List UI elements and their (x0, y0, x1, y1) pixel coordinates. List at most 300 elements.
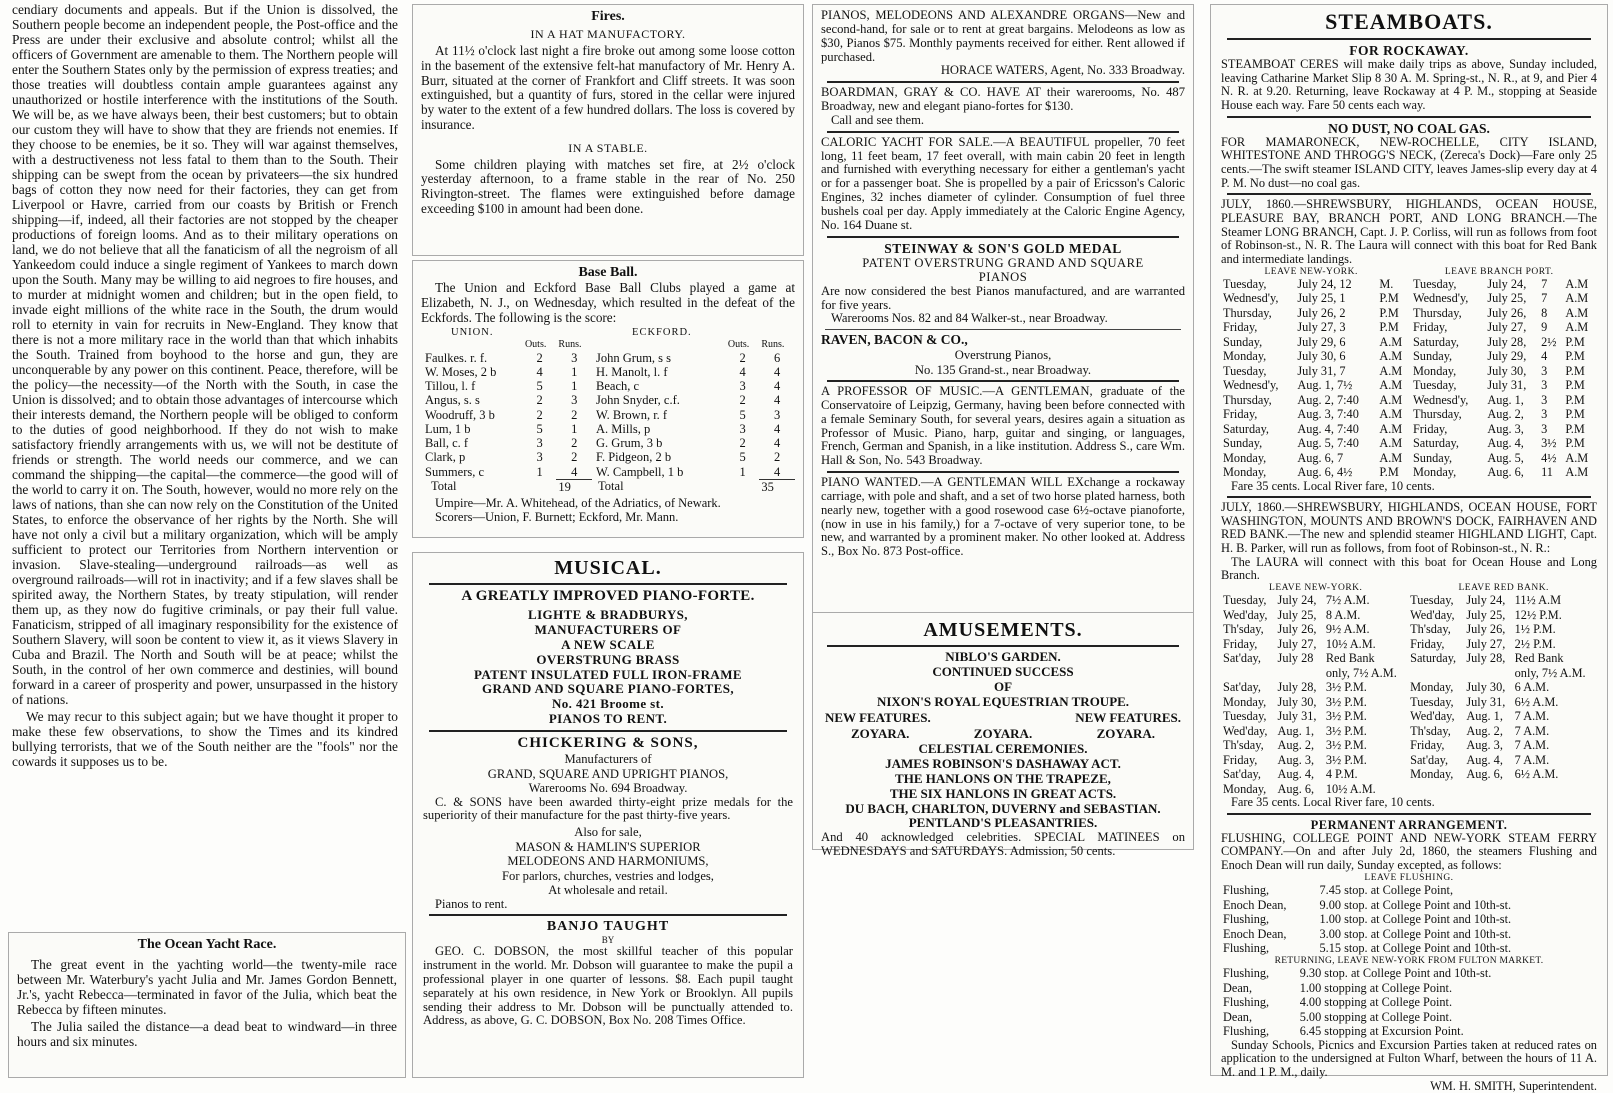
long-branch-row-cell: July 30, (1487, 363, 1527, 378)
long-branch-row-cell: Aug. 5, (1487, 450, 1524, 465)
base-ball-umpire: Umpire—Mr. A. Whitehead, of the Adriatics, of Newark. (435, 496, 721, 511)
eckford-player: H. Manolt, l. f (596, 364, 668, 379)
highland-light-row-cell: Tuesday, (1223, 709, 1267, 724)
highland-light-row-cell (1464, 666, 1512, 681)
highland-light-row-cell: 3½ P.M. (1325, 709, 1367, 724)
chickering-lines-2 (423, 825, 793, 897)
highland-light-row-cell: 4 P.M. (1325, 767, 1358, 782)
highland-light-row-cell: Monday, (1410, 680, 1454, 695)
runs-header: Runs. (558, 339, 582, 351)
waters-signature: HORACE WATERS, Agent, No. 333 Broadway. (940, 63, 1185, 78)
highland-light-row-cell: 9½ A.M. (1325, 622, 1370, 637)
highland-light-row-cell: Th'sday, (1223, 622, 1264, 637)
long-branch-row-cell: A.M (1565, 291, 1589, 306)
team-eckford-label: ECKFORD. (632, 327, 692, 339)
long-branch-row-cell: P.M (1565, 334, 1585, 349)
highland-light-row-cell: Wed'day, (1410, 709, 1455, 724)
leave-flushing-label: LEAVE FLUSHING. (1364, 872, 1454, 883)
long-branch-row-cell: July 26, 2 (1297, 305, 1346, 320)
union-player: Lum, 1 b (425, 421, 471, 436)
performer-line: DU BACH, CHARLTON, DUVERNY and SEBASTIAN. (845, 800, 1161, 816)
long-branch-row-cell: 3 (1541, 378, 1548, 393)
fires-title: Fires. (591, 9, 625, 24)
highland-light-row-cell: 10½ A.M. (1325, 636, 1376, 651)
fires-para-stable: Some children playing with matches set fire, at 2½ o'clock yesterday afternoon, to a frame stable in the rear of No. 250 Rivington-street. The flames were extinguished before damage exceeding $100 in amount had been done. (421, 156, 795, 217)
no-dust-para: FOR MAMARONECK, NEW-ROCHELLE, CITY ISLAND, WHITESTONE AND THROGG'S NECK, (Zereca's Dock)—Fare only 25 cents.—The swift steamer ISLAND CITY, leaves James-slip every day at 4 P. M. No dust—no coal gas. (1221, 134, 1597, 190)
flushing-departure-row-cell: Enoch Dean, (1223, 897, 1287, 912)
yacht-race-para-1: The great event in the yachting world—the twenty-mile race between Mr. Waterbury's yacht Julia and Mr. James Gordon Bennett, Jr.'s, yacht Rebecca—terminated in favor of the Julia, which beat the Rebecca by fifteen minutes. (17, 957, 397, 1017)
chickering-title: CHICKERING & SONS, (517, 735, 699, 752)
highland-light-row-cell: 7 A.M. (1514, 709, 1550, 724)
niblos-garden-lines (821, 650, 1185, 710)
flushing-ferry-signature: WM. H. SMITH, Superintendent. (1430, 1078, 1597, 1093)
long-branch-row-cell: Sunday, (1223, 436, 1263, 451)
performer-line: PENTLAND'S PLEASANTRIES. (908, 815, 1098, 831)
highland-light-row-cell: July 25, (1277, 607, 1317, 622)
eckford-player: John Snyder, c.f. (596, 393, 680, 408)
fires-para-hat: At 11½ o'clock last night a fire broke out among some loose cotton in the basement of the extensive felt-hat manufactory of Mr. Henry A. Burr, situated at the corner of Frankfort and Cliff streets. It was soon extinguished, but a quantity of furs, stored in the cellar were injured by water to the extent of a few hundred dollars. The loss is covered by insurance. (421, 43, 795, 132)
highland-light-row (1221, 637, 1597, 652)
leave-branch-port-label: LEAVE BRANCH PORT. (1444, 266, 1554, 277)
long-branch-row-cell: Thursday, (1412, 305, 1462, 320)
highland-light-row-cell: July 25, (1466, 607, 1506, 622)
long-branch-row-cell: Friday, (1412, 320, 1448, 335)
piano-forte-ad-line: PIANOS TO RENT. (548, 711, 668, 727)
zoyara-left: ZOYARA. (851, 725, 910, 741)
union-player: Clark, p (425, 450, 466, 465)
union-player: Ball, c. f (425, 436, 469, 451)
highland-light-row-cell: Friday, (1223, 752, 1258, 767)
long-branch-row-cell: A.M (1379, 407, 1403, 422)
piano-forte-ad-line: No. 421 Broome st. (551, 696, 665, 712)
highland-light-row-cell: July 28, (1277, 680, 1317, 695)
long-branch-row-cell: Monday, (1412, 363, 1457, 378)
eckford-runs: 2 (774, 450, 781, 465)
waters-pianos-ad: PIANOS, MELODEONS AND ALEXANDRE ORGANS—New and second-hand, for sale or to rent at great bargains. Melodeons as low as $30, Pianos $75. Monthly payments received for either. Rent allowed if purchased. (821, 8, 1185, 64)
steamboats-title: STEAMBOATS. (1325, 9, 1493, 34)
union-player: Summers, c (425, 464, 485, 479)
long-branch-row-cell: Aug. 6, (1487, 465, 1524, 480)
new-york-departure-row-cell: 1.00 stopping at College Point. (1299, 980, 1453, 995)
highland-light-row-cell (1408, 782, 1464, 797)
long-branch-row-cell: Thursday, (1412, 407, 1462, 422)
flushing-departure-row (1221, 898, 1597, 913)
fires-subhead-hat: IN A HAT MANUFACTORY. (530, 27, 686, 41)
long-branch-row-cell: Sunday, (1223, 334, 1263, 349)
flushing-departure-row (1221, 927, 1597, 942)
union-player: W. Moses, 2 b (425, 364, 497, 379)
new-york-departure-row-cell: Flushing, (1223, 995, 1270, 1010)
chickering-para: C. & SONS have been awarded thirty-eight prize medals for the superiority of their manufacture for the past thirty-five years. (423, 794, 793, 823)
long-branch-row-cell: July 25, (1487, 291, 1527, 306)
eckford-runs: 4 (774, 421, 781, 436)
long-branch-row-cell: Sunday, (1412, 450, 1453, 465)
eckford-runs: 4 (774, 464, 781, 479)
new-york-departure-row (1221, 1024, 1597, 1039)
union-outs: 2 (536, 350, 543, 365)
long-branch-row-cell: July 29, (1487, 349, 1527, 364)
performer-line: CELESTIAL CEREMONIES. (918, 740, 1088, 756)
long-branch-row-cell: July 30, 6 (1297, 349, 1346, 364)
eckford-outs: 2 (739, 436, 746, 451)
long-branch-row (1221, 306, 1597, 321)
flushing-departure-row-cell: Flushing, (1223, 941, 1270, 956)
permanent-arrangement-title: PERMANENT ARRANGEMENT. (1310, 817, 1508, 832)
long-branch-row-cell: A.M (1379, 421, 1403, 436)
long-branch-row (1221, 393, 1597, 408)
highland-light-row-cell: 3½ P.M. (1325, 680, 1367, 695)
highland-light-row (1221, 651, 1597, 666)
eckford-runs: 3 (774, 407, 781, 422)
eckford-player: Beach, c (596, 379, 640, 394)
niblos-line: NIBLO'S GARDEN. (945, 649, 1061, 664)
eckford-player: John Grum, s s (596, 350, 672, 365)
performer-line: JAMES ROBINSON'S DASHAWAY ACT. (885, 755, 1121, 771)
steinway-line: PIANOS (978, 270, 1028, 285)
highland-light-row-cell: Sat'day, (1223, 680, 1261, 695)
long-branch-row-cell: Aug. 6, 7 (1297, 450, 1344, 465)
long-branch-row-cell: Thursday, (1223, 392, 1272, 407)
flushing-departure-row-cell: 5.15 stop. at College Point and 10th-st. (1319, 941, 1512, 956)
yacht-race-title: The Ocean Yacht Race. (137, 937, 277, 952)
long-branch-row (1221, 349, 1597, 364)
eckford-runs: 4 (774, 436, 781, 451)
long-branch-row-cell: Tuesday, (1412, 276, 1457, 291)
piano-forte-ad-body (423, 608, 793, 728)
union-player: Woodruff, 3 b (425, 407, 495, 422)
eckford-outs: 3 (739, 379, 746, 394)
editorial-body: cendiary documents and appeals. But if the Union is dissolved, the Southern people become an independent people, the Post-office and the Press are under their exclusive and absolute control; whilst all the officers of Government are amenable to them. The Northern people will enter the Southern States only by the permission of express treaties; and those treaties will doubtless contain ample guarantees against any unauthorized or hostile interference with the institutions of the South. We will be, as we have always been, their best customers; but to obtain our custom they will have to show that they are friends not enemies. If they choose to be enemies, be it so. They will war against themselves, with a destructiveness not less fatal to them than to the South. Their shipping can be swept from the ocean by privateers—the six hundred bags of cotton they now need for their factories, they can get from Liverpool or Havre, carried from our coasts by British or French shipping—if, indeed, all their factories are not stopped by the cheaper productions of foreign looms. And as to their military operations on land, we do not believe that all the fanaticism of all the negroism of all Yankeedom could induce a single regiment of Yankees to march down upon the South. Many may be willing to aid negroes to fire houses, and to murder at midnight women and children; but in the open field, to invade eight millions of the white race in the South, the drum would roll to eternity in vain for recruits in New-England. They know that there is not a more military race in the world than that which inhabits the South. Trained from boyhood to the horse and gun, they are unconquerable by any power on this continent. Peace, therefore, will be the policy—the necessity—of the North with the South, in case the Union is dissolved; and to obtain those advantages of intercourse which their interests demand, the Northern people will be obliged to conform to the duties of good neighborhood. If they do not wish to make satisfactory friendly arrangements with us, we will not be destitute of friends or strength. The world needs our commerce, and we can command the shipping—the capital—the commerce—the good will of the world to carry it on. The South, however, would no more rely on the laws of nations, than she can now rely on the Constitution of the United States, to enforce the observance of her rights by the North. She will have not only a civil but a military organization, which will be amply sufficient to protect our Territories from Northern intervention or invasion. Slave-stealing—underground railroads—as well as overground railroads—will rot in inactivity; and if a few slaves shall be spirited away, the Northern States, by treaty stipulation, will render them up, as they now do fugitive criminals, or pay their full value. Fanaticism, stripped of all imaginary responsibility for the existence of Southern Slavery, will soon be content to view it, as it views Slavery in Cuba and Brazil. The North and South will be at peace; whilst the South, in the control of her own commerce and destinies, will bound forward in a career of prosperity and power, unsurpassed in the history of nations. (12, 2, 398, 707)
highland-light-row-cell (1464, 782, 1512, 797)
union-runs: 3 (571, 350, 578, 365)
long-branch-row-cell: July 26, (1487, 305, 1527, 320)
musical-title: MUSICAL. (554, 557, 662, 579)
long-branch-row-cell: A.M (1379, 378, 1403, 393)
long-branch-row-cell: July 29, 6 (1297, 334, 1346, 349)
highland-light-row-cell: July 26, (1466, 622, 1506, 637)
highland-light-row (1221, 622, 1597, 637)
union-outs: 5 (536, 379, 543, 394)
score-row (421, 351, 795, 365)
highland-light-row-cell: Aug. 1, (1277, 723, 1315, 738)
union-runs: 1 (571, 421, 578, 436)
long-branch-row-cell: Friday, (1223, 407, 1258, 422)
long-branch-row-cell: 4 (1541, 349, 1548, 364)
new-york-departure-row-cell: Flushing, (1223, 966, 1270, 981)
chickering-line-2: Also for sale, (574, 825, 642, 840)
union-outs: 2 (536, 407, 543, 422)
flushing-departure-row-cell: Flushing, (1223, 912, 1270, 927)
eckford-player: W. Brown, r. f (596, 407, 668, 422)
boardman-gray-ad: BOARDMAN, GRAY & CO. HAVE AT their warerooms, No. 487 Broadway, new and elegant piano-fortes for $130. (821, 85, 1185, 114)
long-branch-row-cell: Wednesd'y, (1223, 378, 1279, 393)
long-branch-row-cell: A.M (1379, 349, 1403, 364)
base-ball-title: Base Ball. (578, 265, 638, 280)
union-runs: 2 (571, 436, 578, 451)
flushing-departures (1221, 883, 1597, 956)
highland-light-note: The LAURA will connect with this boat for Ocean House and Long Branch. (1221, 554, 1597, 583)
long-branch-row-cell: M. (1379, 276, 1394, 291)
score-row (421, 408, 795, 422)
fires-subhead-stable: IN A STABLE. (568, 140, 648, 155)
highland-light-row-cell: Aug. 4, (1277, 767, 1315, 782)
raven-bacon-line: Overstrung Pianos, (954, 348, 1052, 363)
highland-light-row (1221, 593, 1597, 608)
highland-light-row-cell: Friday, (1223, 636, 1258, 651)
highland-light-row-cell: Tuesday, (1223, 593, 1267, 608)
score-row (421, 422, 795, 436)
highland-light-row-cell: Aug. 4, (1466, 752, 1503, 767)
union-runs: 2 (571, 407, 578, 422)
highland-light-row-cell: Sat'day, (1410, 752, 1449, 767)
long-branch-row-cell: 2½ (1541, 334, 1557, 349)
eckford-outs: 4 (739, 364, 746, 379)
union-runs: 3 (571, 393, 578, 408)
raven-bacon-line: No. 135 Grand-st., near Broadway. (914, 362, 1092, 377)
highland-light-row-cell: only, 7½ A.M. (1325, 665, 1397, 680)
long-branch-row-cell: Monday, (1223, 349, 1267, 364)
long-branch-row-cell: P.M (1565, 407, 1585, 422)
long-branch-row-cell: A.M (1379, 363, 1403, 378)
highland-light-row-cell: 2½ P.M. (1514, 636, 1556, 651)
long-branch-row-cell: July 24, 12 (1297, 276, 1352, 291)
highland-light-row (1221, 767, 1597, 782)
chickering-line-2: MASON & HAMLIN'S SUPERIOR (515, 839, 701, 854)
score-row (421, 379, 795, 393)
score-row (421, 365, 795, 379)
banjo-by: BY (601, 935, 615, 946)
highland-light-row-cell: 7 A.M. (1514, 723, 1550, 738)
outs-header: Outs. (727, 339, 750, 351)
piano-forte-ad-line: OVERSTRUNG BRASS (536, 651, 680, 667)
long-branch-row-cell: 8 (1541, 305, 1548, 320)
musical-section (412, 552, 804, 1078)
long-branch-row-cell: A.M (1565, 450, 1589, 465)
long-branch-row-cell: Aug. 1, 7½ (1297, 378, 1353, 393)
long-branch-row (1221, 335, 1597, 350)
long-branch-row-cell: Aug. 2, 7:40 (1297, 392, 1359, 407)
long-branch-row-cell: A.M (1565, 320, 1589, 335)
zoyara-right: ZOYARA. (1096, 725, 1155, 741)
highland-light-row (1221, 666, 1597, 681)
highland-light-row-cell: 8 A.M. (1325, 607, 1361, 622)
eckford-runs: 4 (774, 379, 781, 394)
highland-light-row-cell (1276, 666, 1324, 681)
long-branch-row-cell: P.M (1565, 349, 1585, 364)
eckford-player: F. Pidgeon, 2 b (596, 450, 672, 465)
union-player: Angus, s. s (425, 393, 480, 408)
highland-light-row-cell: July 24, (1277, 593, 1317, 608)
steinway-title: STEINWAY & SON'S GOLD MEDAL (884, 240, 1122, 256)
long-branch-row-cell: Aug. 4, 7:40 (1297, 421, 1359, 436)
long-branch-row-cell: July 24, (1487, 276, 1527, 291)
long-branch-row-cell: Wednesd'y, (1412, 291, 1469, 306)
piano-forte-ad-line: PATENT INSULATED FULL IRON-FRAME (474, 666, 742, 682)
eckford-outs: 1 (739, 464, 746, 479)
new-york-departure-row-cell: Flushing, (1223, 1024, 1270, 1039)
highland-light-row-cell: Th'sday, (1410, 723, 1451, 738)
runs-header: Runs. (761, 339, 785, 351)
performer-line: THE HANLONS ON THE TRAPEZE, (895, 770, 1111, 786)
new-features-left: NEW FEATURES. (825, 709, 931, 725)
new-york-departure-row-cell: 4.00 stopping at College Point. (1299, 995, 1453, 1010)
score-row (421, 450, 795, 464)
new-york-departure-row-cell: Dean, (1223, 980, 1253, 995)
long-branch-row-cell: Friday, (1223, 320, 1258, 335)
highland-light-row-cell: 12½ P.M. (1514, 607, 1562, 622)
ads-column (812, 4, 1194, 650)
highland-light-row-cell: only, 7½ A.M. (1514, 665, 1586, 680)
long-branch-row-cell: Tuesday, (1223, 363, 1267, 378)
long-branch-row-cell: Thursday, (1223, 305, 1272, 320)
steinway-address: Warerooms Nos. 82 and 84 Walker-st., near Broadway. (831, 311, 1108, 326)
steinway-lines (821, 256, 1185, 285)
long-branch-row-cell: 4½ (1541, 450, 1557, 465)
new-york-departure-row-cell: 6.45 stopping at Excursion Point. (1299, 1024, 1464, 1039)
long-branch-row-cell: Friday, (1412, 421, 1448, 436)
union-player: Faulkes. r. f. (425, 350, 488, 365)
piano-forte-ad-line: LIGHTE & BRADBURYS, (528, 606, 688, 622)
long-branch-row (1221, 451, 1597, 466)
amusements-section (812, 612, 1194, 859)
long-branch-row-cell: A.M (1565, 276, 1589, 291)
amusements-title: AMUSEMENTS. (923, 619, 1083, 641)
flushing-departure-row-cell: Enoch Dean, (1223, 926, 1287, 941)
music-professor-ad: A PROFESSOR OF MUSIC.—A GENTLEMAN, graduate of the Conservatoire of Leipzig, Germany, having been before connected with a female Seminary South, for several years, desires again a situation as Professor of Music. Piano, harp, guitar and singing, or languages, French, German and Spanish, in a like institution. Address S., care Wm. Hall & Son, No. 543 Broadway. (821, 384, 1185, 468)
highland-light-row-cell: Aug. 2, (1277, 738, 1315, 753)
highland-light-row-cell: 7 A.M. (1514, 738, 1550, 753)
highland-light-row-cell: Aug. 3, (1277, 752, 1315, 767)
flushing-departure-row (1221, 883, 1597, 898)
union-outs: 2 (536, 393, 543, 408)
highland-light-row-cell: July 27, (1466, 636, 1506, 651)
union-outs: 3 (536, 436, 543, 451)
boardman-gray-call: Call and see them. (831, 112, 925, 127)
long-branch-row-cell: 3 (1541, 407, 1548, 422)
highland-light-row-cell: Aug. 6, (1277, 781, 1315, 796)
chickering-lines (423, 752, 793, 795)
highland-light-row-cell (1221, 666, 1276, 681)
highland-light-row-cell: Aug. 3, (1466, 738, 1503, 753)
highland-light-row-cell: July 26, (1277, 622, 1317, 637)
highland-light-row-cell (1408, 666, 1464, 681)
highland-light-fare: Fare 35 cents. Local River fare, 10 cents. (1231, 795, 1435, 810)
steinway-para: Are now considered the best Pianos manufactured, and are warranted for five years. (821, 283, 1185, 312)
union-runs: 2 (571, 450, 578, 465)
amusements-para: And 40 acknowledged celebrities. SPECIAL MATINEES on WEDNESDAYS and SATURDAYS. Admission, 50 cents. (821, 830, 1185, 859)
highland-light-row (1221, 738, 1597, 753)
long-branch-row-cell: July 31, 7 (1297, 363, 1346, 378)
long-branch-row-cell: P.M (1565, 378, 1585, 393)
chickering-line-2: At wholesale and retail. (548, 883, 668, 898)
long-branch-row-cell: July 28, (1487, 334, 1527, 349)
long-branch-row-cell: Saturday, (1223, 421, 1269, 436)
long-branch-row-cell: July 31, (1487, 378, 1527, 393)
new-york-departure-row (1221, 995, 1597, 1010)
highland-light-row-cell: July 27, (1277, 636, 1317, 651)
flushing-departure-row-cell: 9.00 stop. at College Point and 10th-st. (1319, 897, 1512, 912)
highland-light-row (1221, 724, 1597, 739)
long-branch-row-cell: Aug. 4, (1487, 436, 1524, 451)
long-branch-row (1221, 378, 1597, 393)
chickering-line: GRAND, SQUARE AND UPRIGHT PIANOS, (487, 766, 729, 781)
base-ball-scorers: Scorers—Union, F. Burnett; Eckford, Mr. Mann. (435, 510, 679, 525)
long-branch-row (1221, 364, 1597, 379)
long-branch-row-cell: Saturday, (1412, 334, 1459, 349)
long-branch-row-cell: A.M (1565, 465, 1589, 480)
highland-light-row-cell: July 31, (1466, 694, 1506, 709)
long-branch-row (1221, 465, 1597, 480)
highland-light-row-cell: Aug. 2, (1466, 723, 1503, 738)
highland-light-row-cell: Aug. 6, (1466, 767, 1503, 782)
base-ball-scoreboard (421, 327, 795, 494)
leave-new-york-label: LEAVE NEW-YORK. (1264, 266, 1358, 277)
eckford-outs: 5 (739, 407, 746, 422)
fires-article (412, 4, 804, 256)
long-branch-row-cell: July 27, 3 (1297, 320, 1346, 335)
highland-light-row-cell: July 28 (1277, 651, 1314, 666)
long-branch-row-cell: July 27, (1487, 320, 1527, 335)
highland-light-row-cell: Wed'day, (1223, 723, 1268, 738)
long-branch-row-cell: P.M (1565, 392, 1585, 407)
union-outs: 5 (536, 421, 543, 436)
long-branch-row-cell: 3 (1541, 363, 1548, 378)
niblos-line: OF (993, 678, 1013, 694)
highland-light-row-cell: Sat'day, (1223, 767, 1261, 782)
steinway-line: PATENT OVERSTRUNG GRAND AND SQUARE (862, 255, 1144, 270)
piano-wanted-ad: PIANO WANTED.—A GENTLEMAN WILL EXchange a rockaway carriage, with pole and shaft, and a set of two horse plated harness, both nearly new, together with a good rosewood case 6½-octave pianoforte, (now in use in his family,) for a 7-octave of very superior tone, to be new, and warranted by a prominent maker. No other looked at. Address S., Box No. 873 Post-office. (821, 475, 1185, 559)
highland-light-row-cell: July 30, (1277, 694, 1317, 709)
long-branch-row-cell: 3 (1541, 392, 1548, 407)
new-york-departure-row-cell: Dean, (1223, 1009, 1253, 1024)
long-branch-row-cell: 3 (1541, 421, 1548, 436)
raven-bacon-title: RAVEN, BACON & CO., (821, 332, 968, 348)
highland-light-row-cell: July 30, (1466, 680, 1506, 695)
highland-light-row-cell: 6 A.M. (1514, 680, 1550, 695)
highland-light-row-cell: Friday, (1410, 738, 1445, 753)
eckford-runs: 4 (774, 364, 781, 379)
long-branch-row-cell: P.M (1565, 436, 1585, 451)
long-branch-row (1221, 407, 1597, 422)
long-branch-row-cell: Sunday, (1412, 349, 1453, 364)
long-branch-row-cell: Wednesd'y, (1223, 291, 1279, 306)
union-outs: 1 (536, 464, 543, 479)
long-branch-row-cell: Aug. 6, 4½ (1297, 465, 1353, 480)
rockaway-title: FOR ROCKAWAY. (1349, 43, 1469, 58)
highland-light-schedule (1221, 593, 1597, 796)
long-branch-row (1221, 422, 1597, 437)
highland-light-row-cell: Tuesday, (1410, 694, 1454, 709)
long-branch-row-cell: 7 (1541, 276, 1548, 291)
highland-light-row-cell: Th'sday, (1410, 622, 1451, 637)
long-branch-row-cell: P.M (1565, 421, 1585, 436)
highland-light-row-cell: 3½ P.M. (1325, 738, 1367, 753)
eckford-player: G. Grum, 3 b (596, 436, 663, 451)
long-branch-row-cell: 11 (1541, 465, 1553, 480)
banjo-para: GEO. C. DOBSON, the most skillful teacher of this popular instrument in the world. Mr. Dobson will guarantee to make the pupil a professional player in one quarter of lessons. $8. Each pupil taught separately at his own residence, in New York or Brooklyn. All pupils sending their address to Mr. Dobson will be punctually attended to. Address, as above, G. C. DOBSON, Box No. 208 Times Office. (423, 944, 793, 1028)
long-branch-row-cell: P.M (1379, 305, 1399, 320)
leave-red-bank-label: LEAVE RED BANK. (1458, 583, 1549, 594)
highland-light-row-cell: Saturday, (1410, 651, 1457, 666)
highland-light-row (1221, 782, 1597, 797)
long-branch-row-cell: 3½ (1541, 436, 1557, 451)
team-union-label: UNION. (451, 327, 494, 339)
eckford-player: W. Campbell, 1 b (596, 464, 684, 479)
highland-light-row-cell: July 28, (1466, 651, 1506, 666)
long-branch-row-cell: P.M (1379, 465, 1399, 480)
caloric-yacht-ad: CALORIC YACHT FOR SALE.—A BEAUTIFUL propeller, 70 feet long, 11 feet beam, 17 feet overall, with main cabin 20 feet in length and furnished with everything necessary for either a gentleman's yacht or for a passenger boat. She is propelled by a pair of Ericsson's Caloric Engines, 32 inches diameter of cylinder. Consumption of fuel three bushels coal per day. Apply immediately at the Caloric Engine Agency, No. 164 Duane st. (821, 134, 1185, 232)
long-branch-row-cell: July 25, 1 (1297, 291, 1346, 306)
